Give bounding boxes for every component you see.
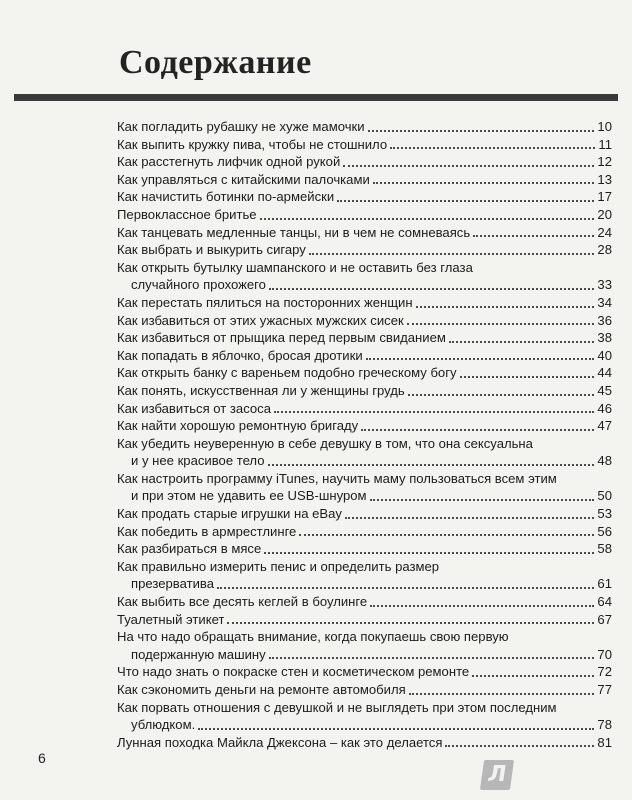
- toc-entry-title: подержанную машину: [131, 646, 266, 662]
- toc-entry-title: Как расстегнуть лифчик одной рукой: [117, 154, 341, 170]
- toc-entry-line: [117, 540, 612, 558]
- toc-entry[interactable]: [117, 329, 612, 347]
- toc-entry[interactable]: [117, 470, 612, 505]
- toc-entry-title: Как избавиться от этих ужасных мужских сисек: [117, 312, 404, 328]
- toc-entry-title: Как разбираться в мясе: [117, 541, 262, 557]
- toc-entry-page-number: 47: [597, 418, 612, 434]
- page-number: 6: [38, 750, 46, 766]
- toc-entry-line: [117, 435, 612, 453]
- toc-entry-line: [117, 417, 612, 435]
- toc-entry-page-number: 48: [597, 453, 612, 469]
- toc-entry[interactable]: [117, 540, 612, 558]
- toc-entry-title: Как попадать в яблочко, бросая дротики: [117, 347, 363, 363]
- toc-entry-title: На что надо обращать внимание, когда покупаешь свою первую: [117, 629, 509, 645]
- toc-entry[interactable]: [117, 259, 612, 294]
- dot-leader: [269, 655, 595, 659]
- dot-leader: [299, 532, 594, 536]
- dot-leader: [472, 673, 594, 677]
- toc-entry-line: [117, 628, 612, 646]
- toc-entry-title: презерватива: [131, 576, 214, 592]
- toc-entry-page-number: 56: [597, 523, 612, 539]
- toc-entry-title: Как понять, искусственная ли у женщины грудь: [117, 382, 405, 398]
- dot-leader: [217, 585, 594, 589]
- toc-entry-line: [117, 382, 612, 400]
- toc-entry-title: Как перестать пялиться на посторонних женщин: [117, 294, 413, 310]
- toc-entry[interactable]: [117, 505, 612, 523]
- toc-entry-page-number: 12: [597, 154, 612, 170]
- toc-entry-page-number: 38: [597, 330, 612, 346]
- title-divider-bar: [14, 94, 618, 101]
- toc-entry-line: [117, 153, 612, 171]
- dot-leader: [473, 233, 594, 237]
- dot-leader: [407, 321, 595, 325]
- toc-entry-title: Как выбрать и выкурить сигару: [117, 242, 306, 258]
- toc-entry[interactable]: [117, 153, 612, 171]
- dot-leader: [264, 550, 594, 554]
- toc-entry-line: [117, 487, 612, 505]
- toc-entry-page-number: 40: [597, 347, 612, 363]
- toc-entry-line: [117, 470, 612, 488]
- dot-leader: [445, 743, 594, 747]
- toc-entry[interactable]: [117, 312, 612, 330]
- toc-entry-title: ублюдком.: [131, 717, 196, 733]
- toc-entry-page-number: 20: [597, 206, 612, 222]
- dot-leader: [460, 374, 595, 378]
- toc-entry-line: [117, 734, 612, 752]
- toc-entry-line: [117, 329, 612, 347]
- dot-leader: [361, 427, 594, 431]
- toc-entry[interactable]: [117, 382, 612, 400]
- toc-entry-title: Как правильно измерить пенис и определить размер: [117, 558, 440, 574]
- toc-entry-title: Как выпить кружку пива, чтобы не стошнило: [117, 136, 388, 152]
- toc-entry-title: Как сэкономить деньги на ремонте автомобиля: [117, 682, 406, 697]
- toc-entry-title: Как избавиться от прыщика перед первым свиданием: [117, 330, 446, 346]
- toc-entry-page-number: 17: [597, 189, 612, 205]
- toc-entry-page-number: 36: [597, 312, 612, 328]
- dot-leader: [416, 304, 595, 308]
- dot-leader: [408, 392, 595, 396]
- toc-entry-title: Как погладить рубашку не хуже мамочки: [117, 119, 365, 134]
- toc-entry-page-number: 45: [597, 382, 612, 398]
- publisher-logo-icon: [480, 760, 514, 790]
- toc-entry-title: Как найти хорошую ремонтную бригаду: [117, 418, 359, 434]
- toc-entry[interactable]: [117, 593, 612, 611]
- toc-entry-line: [117, 681, 612, 699]
- toc-entry-page-number: 33: [597, 277, 612, 293]
- toc-entry-title: Как порвать отношения с девушкой и не выглядеть при этом последним: [117, 699, 557, 715]
- toc-entry-page-number: 44: [597, 365, 612, 381]
- toc-entry-title: Как победить в армрестлинге: [117, 523, 297, 539]
- dot-leader: [274, 409, 594, 413]
- toc-entry-title: Как избавиться от засоса: [117, 400, 272, 416]
- toc-entry-page-number: 28: [597, 242, 612, 258]
- page-title: Содержание: [119, 44, 312, 81]
- toc-entry-line: [117, 699, 612, 717]
- toc-entry[interactable]: [117, 699, 612, 734]
- toc-entry-title: Как настроить программу iTunes, научить маму пользоваться всем этим: [117, 470, 557, 486]
- toc-entry-page-number: 81: [597, 734, 612, 750]
- toc-entry[interactable]: [117, 558, 612, 593]
- toc-entry-line: [117, 663, 612, 681]
- toc-entry-page-number: 46: [597, 400, 612, 416]
- toc-entry[interactable]: [117, 136, 612, 154]
- toc-entry-line: [117, 364, 612, 382]
- toc-entry-page-number: 50: [597, 488, 612, 504]
- toc-entry-title: Как начистить ботинки по-армейски: [117, 189, 335, 205]
- toc-entry[interactable]: [117, 435, 612, 470]
- toc-entry-line: [117, 611, 612, 629]
- toc-entry-title: Что надо знать о покраске стен и косметическом ремонте: [117, 664, 470, 680]
- toc-entry[interactable]: [117, 400, 612, 418]
- toc-entry[interactable]: [117, 188, 612, 206]
- toc-entry[interactable]: [117, 294, 612, 312]
- toc-entry[interactable]: [117, 241, 612, 259]
- toc-entry-page-number: 78: [597, 717, 612, 733]
- dot-leader: [337, 198, 594, 202]
- toc-entry-page-number: 58: [597, 541, 612, 557]
- toc-entry[interactable]: [117, 663, 612, 681]
- toc-entry-line: [117, 276, 612, 294]
- toc-entry-title: Как открыть банку с вареньем подобно греческому богу: [117, 365, 457, 381]
- dot-leader: [370, 497, 595, 501]
- dot-leader: [390, 145, 595, 149]
- toc-entry-title: и при этом не удавить ее USB-шнуром: [131, 488, 367, 504]
- toc-entry-page-number: 72: [597, 664, 612, 680]
- dot-leader: [227, 620, 594, 624]
- dot-leader: [345, 515, 594, 519]
- toc-entry-title: Лунная походка Майкла Джексона – как это делается: [117, 734, 443, 750]
- toc-entry[interactable]: [117, 206, 612, 224]
- toc-entry-line: [117, 558, 612, 576]
- toc-entry-page-number: 11: [598, 136, 612, 152]
- toc-entry-title: Туалетный этикет: [117, 611, 225, 627]
- toc-entry-line: [117, 224, 612, 242]
- toc-entry-line: [117, 505, 612, 523]
- toc-entry-title: случайного прохожего: [131, 277, 266, 293]
- toc-entry-line: [117, 136, 612, 154]
- toc-entry[interactable]: [117, 224, 612, 242]
- toc-entry-line: [117, 593, 612, 611]
- dot-leader: [409, 691, 595, 695]
- toc-entry-line: [117, 523, 612, 541]
- toc-entry[interactable]: [117, 611, 612, 629]
- toc-entry-line: [117, 259, 612, 277]
- toc-entry-line: [117, 347, 612, 365]
- toc-entry-page-number: 10: [597, 119, 612, 134]
- toc-entry-line: [117, 452, 612, 470]
- dot-leader: [269, 286, 594, 290]
- toc-entry-title: Первоклассное бритье: [117, 206, 257, 222]
- toc-entry-line: [117, 400, 612, 418]
- table-of-contents: [117, 118, 612, 751]
- publisher-logo-glyph: Л: [486, 762, 508, 787]
- toc-entry-line: [117, 575, 612, 593]
- dot-leader: [366, 356, 595, 360]
- toc-entry-page-number: 61: [597, 576, 612, 592]
- toc-entry-title: Как открыть бутылку шампанского и не оставить без глаза: [117, 259, 473, 275]
- dot-leader: [449, 339, 595, 343]
- toc-entry-line: [117, 118, 612, 136]
- toc-entry-page-number: 13: [597, 171, 612, 187]
- toc-entry-title: и у нее красивое тело: [131, 453, 265, 469]
- toc-entry[interactable]: [117, 171, 612, 189]
- toc-entry-line: [117, 188, 612, 206]
- toc-entry[interactable]: [117, 681, 612, 699]
- toc-entry-page-number: 24: [597, 224, 612, 240]
- toc-entry-title: Как управляться с китайскими палочками: [117, 171, 370, 187]
- toc-entry-line: [117, 206, 612, 224]
- dot-leader: [373, 180, 595, 184]
- dot-leader: [370, 603, 594, 607]
- dot-leader: [198, 726, 594, 730]
- toc-entry[interactable]: [117, 364, 612, 382]
- toc-entry[interactable]: [117, 628, 612, 663]
- toc-entry[interactable]: [117, 734, 612, 752]
- toc-entry-page-number: 70: [597, 646, 612, 662]
- toc-entry[interactable]: [117, 118, 612, 136]
- toc-entry-page-number: 64: [597, 594, 612, 610]
- toc-entry-line: [117, 716, 612, 734]
- toc-entry-page-number: 53: [597, 506, 612, 522]
- toc-entry-page-number: 77: [597, 682, 612, 697]
- toc-entry[interactable]: [117, 417, 612, 435]
- toc-entry-title: Как убедить неуверенную в себе девушку в том, что она сексуальна: [117, 435, 533, 451]
- toc-entry-page-number: 34: [597, 294, 612, 310]
- toc-entry-page-number: 67: [597, 611, 612, 627]
- toc-entry-title: Как танцевать медленные танцы, ни в чем не сомневаясь: [117, 224, 471, 240]
- toc-entry-line: [117, 294, 612, 312]
- dot-leader: [368, 128, 595, 132]
- dot-leader: [309, 251, 595, 255]
- dot-leader: [268, 462, 595, 466]
- toc-entry[interactable]: [117, 523, 612, 541]
- toc-entry-line: [117, 312, 612, 330]
- toc-entry-title: Как продать старые игрушки на eBay: [117, 506, 342, 522]
- toc-entry-line: [117, 646, 612, 664]
- dot-leader: [343, 163, 594, 167]
- dot-leader: [260, 216, 595, 220]
- toc-entry-title: Как выбить все десять кеглей в боулинге: [117, 594, 368, 610]
- toc-entry-line: [117, 171, 612, 189]
- toc-entry-line: [117, 241, 612, 259]
- toc-entry[interactable]: [117, 347, 612, 365]
